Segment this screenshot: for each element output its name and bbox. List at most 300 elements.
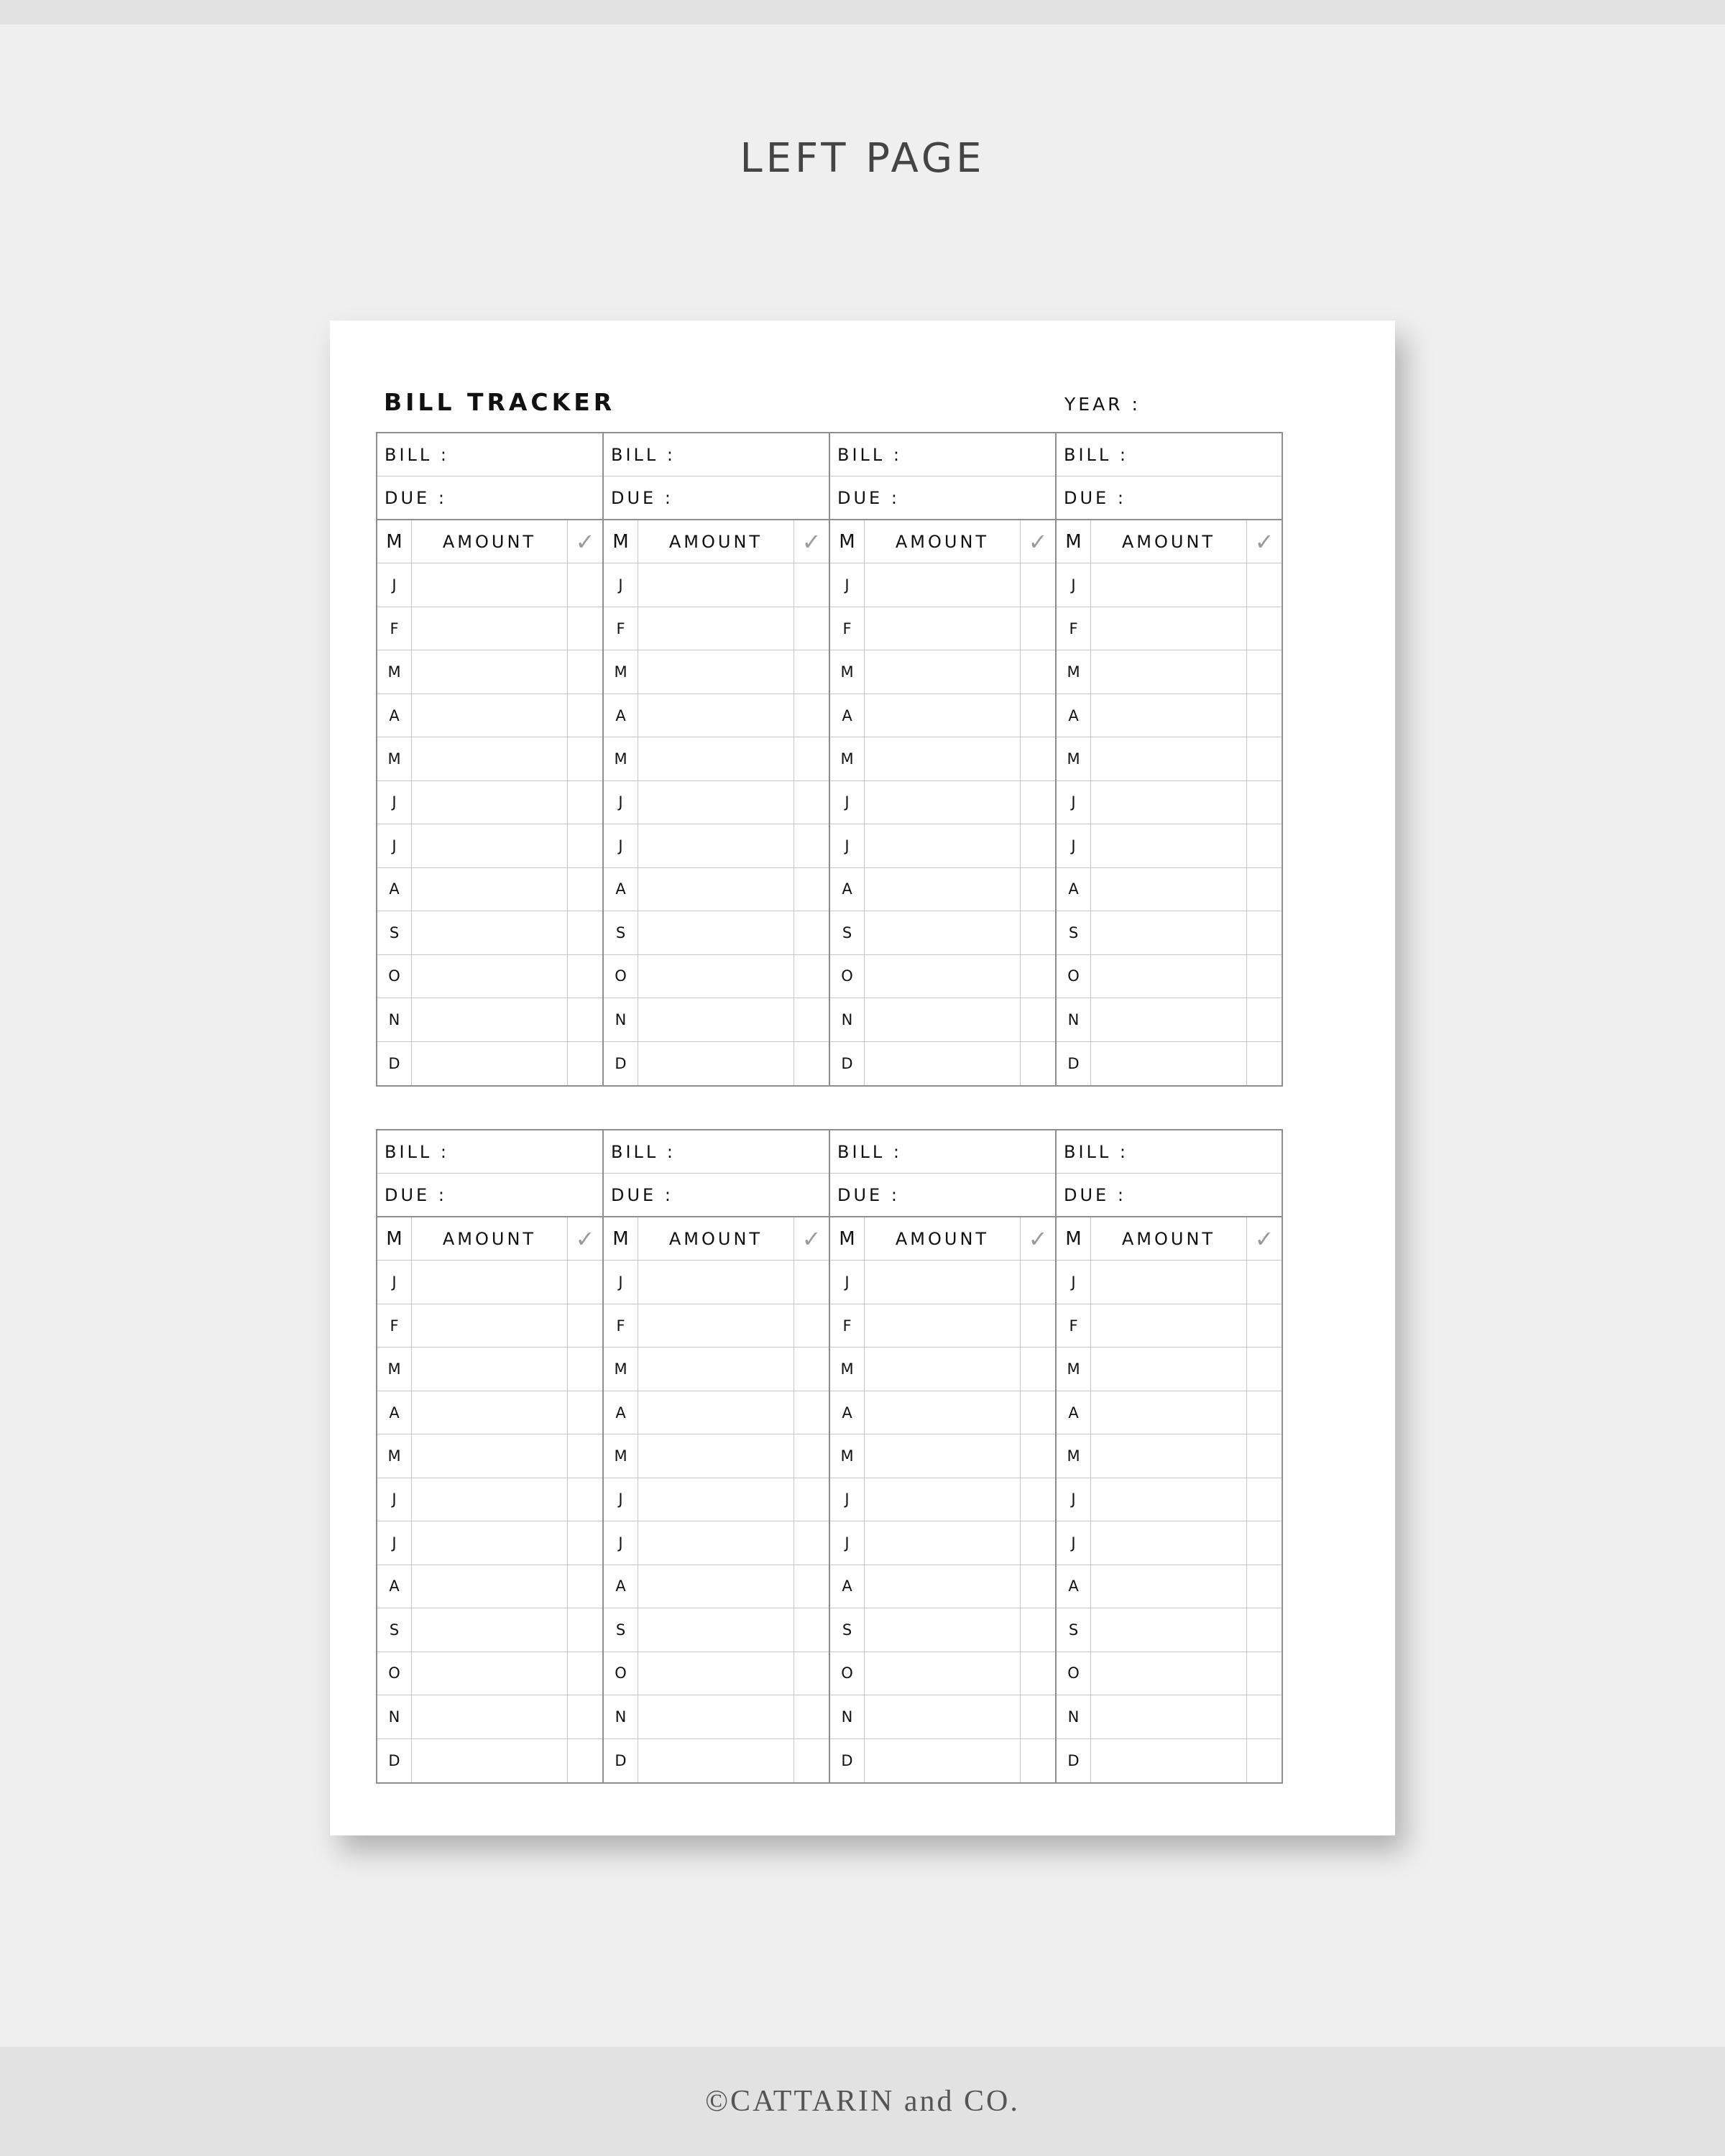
paid-check-cell[interactable]: [1247, 911, 1282, 954]
paid-check-cell[interactable]: [794, 824, 829, 867]
amount-cell[interactable]: [638, 1608, 794, 1651]
bill-column: [1057, 433, 1282, 1085]
amount-cell[interactable]: [412, 1261, 568, 1303]
check-icon: ✓: [575, 528, 595, 556]
paid-check-cell[interactable]: [1021, 998, 1055, 1041]
paid-check-cell[interactable]: [568, 1478, 602, 1521]
amount-cell[interactable]: [638, 1652, 794, 1695]
month-label: M: [604, 1348, 638, 1390]
month-row: [1057, 1261, 1282, 1304]
amount-cell[interactable]: [412, 737, 568, 780]
paid-check-cell[interactable]: [1247, 998, 1282, 1041]
paid-check-cell[interactable]: [794, 998, 829, 1041]
paid-check-cell[interactable]: [794, 1652, 829, 1695]
paid-check-cell[interactable]: [794, 1521, 829, 1564]
month-row: [604, 650, 829, 694]
amount-cell[interactable]: [1091, 1304, 1247, 1347]
paid-check-cell[interactable]: [568, 1739, 602, 1782]
amount-cell[interactable]: [412, 1521, 568, 1564]
paid-check-cell[interactable]: [794, 650, 829, 693]
due-field[interactable]: DUE :: [830, 1174, 1055, 1217]
paid-check-cell[interactable]: [568, 737, 602, 780]
month-row: [830, 563, 1055, 607]
paid-check-cell[interactable]: [1021, 1261, 1055, 1303]
month-row: [604, 911, 829, 954]
amount-header: AMOUNT: [865, 520, 1021, 563]
paid-check-cell[interactable]: [794, 607, 829, 650]
month-label: F: [830, 607, 865, 650]
paid-check-cell[interactable]: [568, 650, 602, 693]
month-row: [377, 911, 602, 954]
month-label: A: [377, 868, 412, 911]
amount-cell[interactable]: [865, 1521, 1021, 1564]
paid-check-cell[interactable]: [568, 781, 602, 824]
amount-header: AMOUNT: [412, 1217, 568, 1260]
amount-cell[interactable]: [412, 1348, 568, 1390]
paid-check-cell[interactable]: [1247, 694, 1282, 737]
amount-cell[interactable]: [412, 1478, 568, 1521]
amount-cell[interactable]: [865, 998, 1021, 1041]
paid-check-cell[interactable]: [568, 911, 602, 954]
paid-check-cell[interactable]: [568, 1261, 602, 1303]
due-field[interactable]: DUE :: [604, 476, 829, 520]
month-label: J: [1057, 1478, 1091, 1521]
amount-cell[interactable]: [412, 1652, 568, 1695]
paid-check-cell[interactable]: [568, 1391, 602, 1434]
amount-cell[interactable]: [865, 1478, 1021, 1521]
amount-cell[interactable]: [1091, 1521, 1247, 1564]
paid-check-cell[interactable]: [794, 1391, 829, 1434]
bill-column: [604, 433, 830, 1085]
amount-cell[interactable]: [638, 1695, 794, 1738]
amount-cell[interactable]: [1091, 1695, 1247, 1738]
check-icon: ✓: [1254, 528, 1274, 556]
month-row: [830, 1042, 1055, 1085]
amount-cell[interactable]: [638, 1348, 794, 1390]
amount-cell[interactable]: [412, 1739, 568, 1782]
month-row: [377, 1261, 602, 1304]
amount-cell[interactable]: [412, 1565, 568, 1608]
month-label: A: [1057, 1391, 1091, 1434]
month-label: M: [604, 650, 638, 693]
month-row: [1057, 868, 1282, 911]
amount-cell[interactable]: [638, 824, 794, 867]
paid-check-cell[interactable]: [794, 955, 829, 998]
month-row: [1057, 911, 1282, 954]
month-row: [830, 781, 1055, 824]
paid-check-cell[interactable]: [1247, 1739, 1282, 1782]
paid-check-cell[interactable]: [794, 781, 829, 824]
month-row: [1057, 737, 1282, 780]
paid-check-cell[interactable]: [568, 1608, 602, 1651]
month-label: M: [1057, 737, 1091, 780]
paid-check-cell[interactable]: [794, 1739, 829, 1782]
amount-cell[interactable]: [865, 1348, 1021, 1390]
month-row: [377, 1434, 602, 1478]
amount-cell[interactable]: [638, 1478, 794, 1521]
paid-check-cell[interactable]: [568, 1434, 602, 1477]
paid-check-cell[interactable]: [568, 824, 602, 867]
paid-check-cell[interactable]: [1247, 1695, 1282, 1738]
amount-cell[interactable]: [638, 650, 794, 693]
amount-cell[interactable]: [1091, 1434, 1247, 1477]
month-label: O: [830, 1652, 865, 1695]
paid-check-cell[interactable]: [568, 563, 602, 606]
paid-check-cell[interactable]: [1247, 824, 1282, 867]
amount-cell[interactable]: [638, 1739, 794, 1782]
month-label: M: [830, 1348, 865, 1390]
amount-cell[interactable]: [638, 1304, 794, 1347]
amount-cell[interactable]: [865, 1042, 1021, 1085]
month-label: O: [1057, 955, 1091, 998]
month-row: [604, 998, 829, 1041]
amount-cell[interactable]: [1091, 824, 1247, 867]
month-label: J: [604, 1261, 638, 1303]
paid-check-cell[interactable]: [1021, 650, 1055, 693]
month-label: M: [830, 650, 865, 693]
month-label: J: [830, 1478, 865, 1521]
paid-check-cell[interactable]: [1021, 1434, 1055, 1477]
paid-check-cell[interactable]: [568, 1652, 602, 1695]
amount-cell[interactable]: [638, 868, 794, 911]
month-row: [604, 1608, 829, 1651]
amount-cell[interactable]: [412, 1434, 568, 1477]
amount-cell[interactable]: [638, 737, 794, 780]
column-header-row: [830, 1217, 1055, 1261]
paid-check-cell[interactable]: [1021, 1348, 1055, 1390]
amount-cell[interactable]: [1091, 955, 1247, 998]
month-label: S: [377, 1608, 412, 1651]
amount-cell[interactable]: [865, 824, 1021, 867]
paid-check-cell[interactable]: [794, 737, 829, 780]
amount-cell[interactable]: [638, 1565, 794, 1608]
amount-cell[interactable]: [412, 1608, 568, 1651]
month-label: J: [377, 1478, 412, 1521]
paid-check-cell[interactable]: [1021, 1478, 1055, 1521]
amount-cell[interactable]: [1091, 1478, 1247, 1521]
paid-check-cell[interactable]: [1247, 1434, 1282, 1477]
bill-field[interactable]: BILL :: [377, 1130, 602, 1174]
amount-cell[interactable]: [638, 607, 794, 650]
month-label: J: [604, 563, 638, 606]
amount-cell[interactable]: [865, 607, 1021, 650]
month-label: A: [1057, 1565, 1091, 1608]
month-row: [830, 737, 1055, 780]
amount-cell[interactable]: [1091, 694, 1247, 737]
due-field[interactable]: DUE :: [830, 476, 1055, 520]
month-label: N: [604, 1695, 638, 1738]
amount-cell[interactable]: [638, 563, 794, 606]
amount-cell[interactable]: [1091, 737, 1247, 780]
paid-check-cell[interactable]: [794, 1261, 829, 1303]
amount-cell[interactable]: [865, 694, 1021, 737]
month-label: M: [377, 1348, 412, 1390]
paid-check-cell[interactable]: [794, 1565, 829, 1608]
paid-check-cell[interactable]: [794, 1608, 829, 1651]
paid-check-cell[interactable]: [1247, 1521, 1282, 1564]
month-row: [830, 1391, 1055, 1434]
paid-check-cell[interactable]: [1247, 781, 1282, 824]
amount-cell[interactable]: [1091, 1042, 1247, 1085]
amount-cell[interactable]: [638, 781, 794, 824]
amount-cell[interactable]: [638, 1434, 794, 1477]
paid-check-cell[interactable]: [568, 868, 602, 911]
amount-cell[interactable]: [865, 1565, 1021, 1608]
amount-cell[interactable]: [865, 1391, 1021, 1434]
amount-cell[interactable]: [638, 1391, 794, 1434]
month-label: M: [377, 737, 412, 780]
month-row: [604, 1521, 829, 1565]
bill-field[interactable]: BILL :: [604, 433, 829, 476]
month-row: [830, 1521, 1055, 1565]
paid-check-cell[interactable]: [1247, 868, 1282, 911]
month-label: O: [604, 1652, 638, 1695]
month-row: [604, 1348, 829, 1391]
paid-check-cell[interactable]: [1021, 563, 1055, 606]
month-label: D: [830, 1739, 865, 1782]
bill-column: [830, 1130, 1057, 1782]
month-label: M: [604, 1434, 638, 1477]
paid-check-cell[interactable]: [1247, 1608, 1282, 1651]
due-field[interactable]: DUE :: [377, 1174, 602, 1217]
amount-cell[interactable]: [1091, 1565, 1247, 1608]
paid-check-cell[interactable]: [1021, 1391, 1055, 1434]
paid-check-cell[interactable]: [1247, 1478, 1282, 1521]
month-label: J: [604, 1521, 638, 1564]
paid-check-cell[interactable]: [1021, 781, 1055, 824]
month-label: J: [1057, 1261, 1091, 1303]
bill-field[interactable]: BILL :: [1057, 1130, 1282, 1174]
month-row: [1057, 694, 1282, 737]
bill-field[interactable]: BILL :: [830, 1130, 1055, 1174]
amount-cell[interactable]: [865, 1739, 1021, 1782]
amount-cell[interactable]: [412, 911, 568, 954]
paid-check-cell[interactable]: [794, 1695, 829, 1738]
amount-cell[interactable]: [865, 737, 1021, 780]
month-label: F: [604, 1304, 638, 1347]
bill-field[interactable]: BILL :: [1057, 433, 1282, 476]
paid-check-cell[interactable]: [1247, 1348, 1282, 1390]
month-row: [1057, 1608, 1282, 1651]
paid-check-cell[interactable]: [794, 563, 829, 606]
amount-cell[interactable]: [865, 1652, 1021, 1695]
month-row: [1057, 824, 1282, 867]
check-icon: ✓: [1028, 528, 1048, 556]
month-label: J: [830, 781, 865, 824]
month-row: [604, 1304, 829, 1348]
amount-cell[interactable]: [865, 563, 1021, 606]
paid-check-cell[interactable]: [1021, 911, 1055, 954]
amount-cell[interactable]: [865, 1434, 1021, 1477]
month-label: A: [830, 868, 865, 911]
due-field[interactable]: DUE :: [377, 476, 602, 520]
month-label: D: [1057, 1042, 1091, 1085]
paid-check-cell[interactable]: [794, 911, 829, 954]
paid-check-cell[interactable]: [1021, 1042, 1055, 1085]
amount-cell[interactable]: [412, 824, 568, 867]
month-label: N: [830, 998, 865, 1041]
amount-cell[interactable]: [1091, 1739, 1247, 1782]
paid-check-cell[interactable]: [568, 955, 602, 998]
amount-cell[interactable]: [1091, 563, 1247, 606]
amount-cell[interactable]: [865, 911, 1021, 954]
amount-cell[interactable]: [1091, 911, 1247, 954]
paid-check-cell[interactable]: [1247, 607, 1282, 650]
paid-check-cell[interactable]: [794, 1304, 829, 1347]
paid-check-cell[interactable]: [568, 998, 602, 1041]
paid-check-cell[interactable]: [568, 1565, 602, 1608]
paid-check-cell[interactable]: [794, 1434, 829, 1477]
month-row: [1057, 1348, 1282, 1391]
amount-cell[interactable]: [865, 1304, 1021, 1347]
paid-check-cell[interactable]: [1021, 1304, 1055, 1347]
paid-check-cell[interactable]: [1021, 1739, 1055, 1782]
amount-cell[interactable]: [865, 1608, 1021, 1651]
amount-cell[interactable]: [638, 1261, 794, 1303]
month-label: O: [830, 955, 865, 998]
column-header-row: [830, 520, 1055, 563]
paid-check-cell[interactable]: [1247, 737, 1282, 780]
paid-check-cell[interactable]: [1021, 607, 1055, 650]
paid-check-cell[interactable]: [1021, 1565, 1055, 1608]
paid-check-cell[interactable]: [1021, 1695, 1055, 1738]
paid-check-cell[interactable]: [568, 694, 602, 737]
month-label: N: [377, 998, 412, 1041]
amount-cell[interactable]: [1091, 1391, 1247, 1434]
month-row: [377, 1304, 602, 1348]
paid-check-cell[interactable]: [1021, 868, 1055, 911]
paid-check-cell[interactable]: [794, 1042, 829, 1085]
paid-check-cell[interactable]: [794, 1478, 829, 1521]
paid-check-cell[interactable]: [1021, 1608, 1055, 1651]
footer: [0, 2047, 1725, 2156]
amount-cell[interactable]: [1091, 1652, 1247, 1695]
amount-cell[interactable]: [865, 868, 1021, 911]
month-label: S: [1057, 1608, 1091, 1651]
due-field[interactable]: DUE :: [604, 1174, 829, 1217]
amount-header: AMOUNT: [638, 520, 794, 563]
paid-check-cell[interactable]: [568, 1042, 602, 1085]
paid-check-cell[interactable]: [568, 607, 602, 650]
month-row: [1057, 563, 1282, 607]
month-header: M: [830, 520, 865, 563]
month-row: [604, 694, 829, 737]
bill-field[interactable]: BILL :: [377, 433, 602, 476]
amount-cell[interactable]: [1091, 1261, 1247, 1303]
amount-cell[interactable]: [1091, 781, 1247, 824]
amount-cell[interactable]: [865, 1261, 1021, 1303]
amount-cell[interactable]: [638, 1042, 794, 1085]
month-row: [830, 1652, 1055, 1695]
amount-cell[interactable]: [865, 781, 1021, 824]
paid-check-cell[interactable]: [568, 1521, 602, 1564]
paid-check-cell[interactable]: [1247, 1652, 1282, 1695]
amount-cell[interactable]: [638, 694, 794, 737]
bill-field[interactable]: BILL :: [604, 1130, 829, 1174]
amount-cell[interactable]: [412, 563, 568, 606]
paid-check-cell[interactable]: [1247, 955, 1282, 998]
month-row: [830, 1608, 1055, 1651]
month-label: J: [377, 824, 412, 867]
due-field[interactable]: DUE :: [1057, 1174, 1282, 1217]
paid-check-cell[interactable]: [1247, 1391, 1282, 1434]
paid-check-cell[interactable]: [794, 1348, 829, 1390]
paid-check-cell[interactable]: [1021, 1652, 1055, 1695]
amount-cell[interactable]: [412, 868, 568, 911]
amount-cell[interactable]: [412, 781, 568, 824]
amount-cell[interactable]: [412, 1304, 568, 1347]
paid-check-cell[interactable]: [1247, 563, 1282, 606]
month-row: [830, 650, 1055, 694]
amount-cell[interactable]: [1091, 650, 1247, 693]
paid-check-cell[interactable]: [1021, 737, 1055, 780]
month-label: M: [830, 737, 865, 780]
paid-check-cell[interactable]: [1247, 1261, 1282, 1303]
paid-check-cell[interactable]: [568, 1304, 602, 1347]
bill-field[interactable]: BILL :: [830, 433, 1055, 476]
paid-check-cell[interactable]: [794, 868, 829, 911]
month-label: S: [830, 911, 865, 954]
amount-cell[interactable]: [412, 1042, 568, 1085]
amount-cell[interactable]: [412, 1391, 568, 1434]
amount-cell[interactable]: [412, 1695, 568, 1738]
amount-cell[interactable]: [865, 1695, 1021, 1738]
month-row: [830, 1434, 1055, 1478]
amount-cell[interactable]: [412, 998, 568, 1041]
amount-cell[interactable]: [412, 694, 568, 737]
paid-check-cell[interactable]: [1247, 650, 1282, 693]
month-row: [377, 694, 602, 737]
amount-cell[interactable]: [638, 911, 794, 954]
check-icon: ✓: [801, 528, 822, 556]
amount-cell[interactable]: [412, 650, 568, 693]
month-label: J: [377, 1261, 412, 1303]
amount-cell[interactable]: [865, 650, 1021, 693]
column-header-row: [604, 520, 829, 563]
month-row: [377, 868, 602, 911]
month-label: A: [830, 1391, 865, 1434]
amount-cell[interactable]: [638, 1521, 794, 1564]
paid-check-cell[interactable]: [568, 1695, 602, 1738]
month-row: [604, 1042, 829, 1085]
amount-cell[interactable]: [638, 955, 794, 998]
paid-check-cell[interactable]: [1247, 1042, 1282, 1085]
amount-cell[interactable]: [1091, 1608, 1247, 1651]
paid-check-cell[interactable]: [1021, 824, 1055, 867]
paid-check-cell[interactable]: [1021, 1521, 1055, 1564]
amount-cell[interactable]: [1091, 607, 1247, 650]
paid-check-cell[interactable]: [1247, 1304, 1282, 1347]
amount-cell[interactable]: [638, 998, 794, 1041]
paid-check-cell[interactable]: [568, 1348, 602, 1390]
amount-cell[interactable]: [1091, 998, 1247, 1041]
column-header-row: [1057, 520, 1282, 563]
month-row: [830, 911, 1055, 954]
month-label: J: [377, 781, 412, 824]
bill-column: [377, 433, 604, 1085]
amount-cell[interactable]: [1091, 1348, 1247, 1390]
month-label: A: [1057, 868, 1091, 911]
paid-check-cell[interactable]: [1021, 694, 1055, 737]
amount-cell[interactable]: [412, 955, 568, 998]
paid-check-cell[interactable]: [794, 694, 829, 737]
amount-cell[interactable]: [1091, 868, 1247, 911]
due-field[interactable]: DUE :: [1057, 476, 1282, 520]
amount-cell[interactable]: [412, 607, 568, 650]
paid-check-cell[interactable]: [1247, 1565, 1282, 1608]
amount-cell[interactable]: [865, 955, 1021, 998]
paid-check-cell[interactable]: [1021, 955, 1055, 998]
